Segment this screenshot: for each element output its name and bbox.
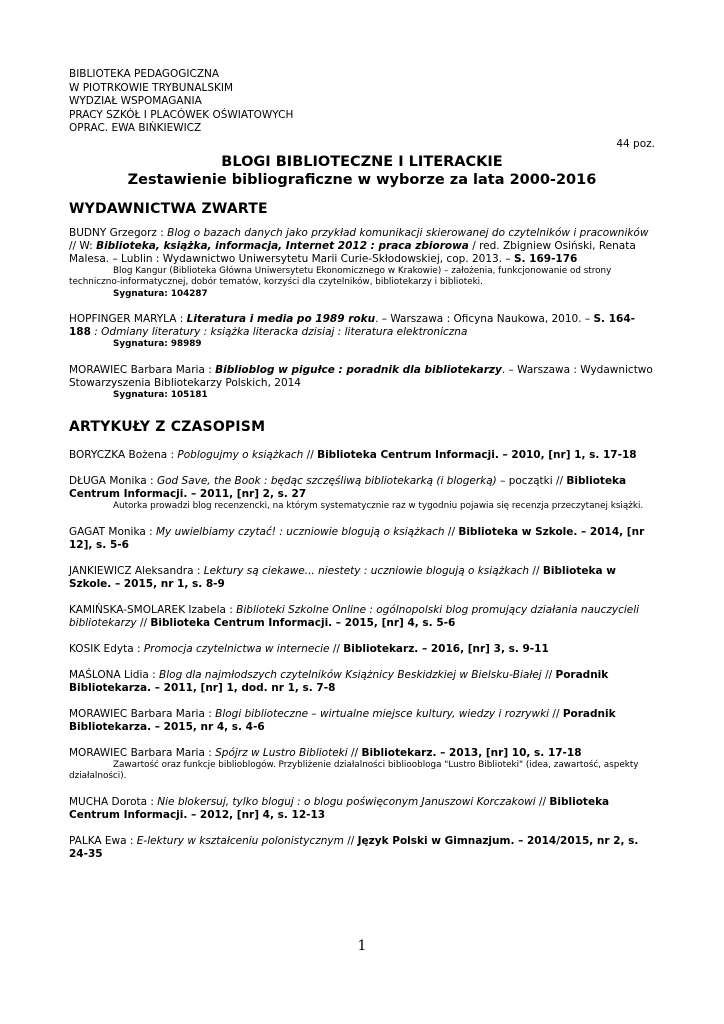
entry-signature: Sygnatura: 104287: [113, 288, 208, 299]
entry-title: Spójrz w Lustro Biblioteki: [215, 746, 348, 759]
entry-source: Poradnik Bibliotekarza. – 2011, [nr] 1, dod. nr 1, s. 7-8: [69, 668, 609, 694]
entry-annotation: Zawartość oraz funkcje biblioblogów. Przybliżenie działalności biblioobloga "Lustro Biblioteki" (idea, zawartość, aspekty działalności).: [69, 759, 639, 781]
book-entry: [69, 313, 655, 351]
article-entry: [69, 604, 655, 630]
entry-separator: //: [136, 616, 151, 629]
entry-author: BUDNY Grzegorz :: [69, 226, 168, 239]
entry-source: Biblioteka Centrum Informacji. – 2010, [nr] 1, s. 17-18: [317, 449, 637, 461]
entry-source: Poradnik Bibliotekarza. – 2015, nr 4, s. 4-6: [69, 707, 616, 733]
entry-citation: [69, 227, 655, 266]
institution-header: [69, 68, 655, 136]
entry-author: JANKIEWICZ Aleksandra :: [69, 564, 204, 577]
entry-source: Biblioteka Centrum Informacji. – 2015, [nr] 4, s. 5-6: [150, 616, 456, 629]
entry-citation: [69, 526, 655, 552]
article-entry: [69, 526, 655, 552]
entry-title: Poblogujmy o książkach: [177, 449, 304, 461]
article-entry: [69, 835, 655, 861]
entry-citation: [69, 708, 655, 734]
entry-citation: [69, 835, 655, 861]
entry-separator: //: [529, 564, 543, 577]
entry-separator: //: [444, 525, 459, 538]
entry-separator: //: [535, 795, 550, 808]
entry-author: KAMIŃSKA-SMOLAREK Izabela :: [69, 603, 237, 616]
entry-author: KOSIK Edyta :: [69, 642, 144, 655]
item-count: 44 poz.: [616, 137, 655, 150]
entry-citation: [69, 475, 655, 501]
entry-title: Blogi biblioteczne – wirtualne miejsce kultury, wiedzy i rozrywki: [215, 707, 550, 720]
article-entry: [69, 669, 655, 695]
entry-pages: S. 164-188: [69, 313, 635, 338]
book-entry: [69, 364, 655, 402]
entry-separator: //: [343, 834, 358, 847]
entry-author: BORYCZKA Bożena :: [69, 449, 178, 461]
entry-title: Literatura i media po 1989 roku: [186, 313, 376, 325]
entry-title: Biblioblog w pigułce : poradnik dla bibliotekarzy: [215, 363, 502, 376]
entry-annotation: Blog Kangur (Biblioteka Główna Uniwersytetu Ekonomicznego w Krakowie) – założenia, funkcjonowanie od strony techniczno-informatycznej, dobór tematów, korzyści dla czytelników, bibliotekarzy i biblioteki.: [69, 265, 612, 287]
entry-source: Biblioteka w Szkole. – 2015, nr 1, s. 8-9: [69, 564, 616, 590]
article-entry: [69, 796, 655, 822]
entry-citation: [69, 643, 655, 656]
book-entry: [69, 227, 655, 301]
entry-annotation: Autorka prowadzi blog recenzencki, na którym systematycznie raz w tygodniu pojawia się recenzja przeczytanej książki.: [113, 501, 644, 511]
entry-source: Bibliotekarz. – 2013, [nr] 10, s. 17-18: [361, 746, 582, 759]
entry-author: DŁUGA Monika :: [69, 475, 157, 487]
entry-separator: // W:: [69, 239, 97, 252]
institution-line: WYDZIAŁ WSPOMAGANIA: [69, 95, 202, 107]
entry-author: MORAWIEC Barbara Maria :: [69, 707, 216, 720]
institution-line: BIBLIOTEKA PEDAGOGICZNA: [69, 68, 220, 80]
entry-publication: / red. Zbigniew Osiński, Renata Malesa. – Lublin : Wydawnictwo Uniwersytetu Marii Curie-Skłodowskiej, cop. 2013. –: [69, 239, 636, 265]
entry-title: My uwielbiamy czytać! : uczniowie blogują o książkach: [156, 525, 445, 538]
entry-author: PALKA Ewa :: [69, 834, 137, 847]
entry-title: God Save, the Book : będąc szczęśliwą bibliotekarką (i blogerką): [156, 475, 497, 487]
compiler-line: OPRAC. EWA BIŃKIEWICZ: [69, 122, 202, 134]
entry-citation: [69, 747, 655, 760]
entry-title: Nie blokersuj, tylko bloguj : o blogu poświęconym Januszowi Korczakowi: [157, 795, 536, 808]
entry-title: Promocja czytelnictwa w internecie: [143, 642, 330, 655]
page-number: 1: [357, 938, 367, 954]
section-heading-books: WYDAWNICTWA ZWARTE: [69, 200, 268, 217]
entry-source: Biblioteka w Szkole. – 2014, [nr 12], s. 5-6: [69, 525, 645, 551]
entry-pages: S. 169-176: [513, 252, 578, 265]
entry-author: MAŚLONA Lidia :: [69, 668, 160, 681]
entry-citation: [69, 364, 655, 390]
entry-publication: . – Warszawa : Wydawnictwo Stowarzyszenia Bibliotekarzy Polskich, 2014: [69, 363, 653, 389]
entry-author: HOPFINGER MARYLA :: [69, 313, 187, 325]
entry-separator: //: [347, 746, 362, 759]
entry-title: Blog o bazach danych jako przykład komunikacji skierowanej do czytelników i pracowników: [167, 226, 649, 239]
entry-separator: //: [549, 707, 563, 720]
entry-citation: [69, 604, 655, 630]
entry-author: GAGAT Monika :: [69, 525, 156, 538]
entry-signature: Sygnatura: 105181: [113, 389, 208, 400]
article-entry: [69, 565, 655, 591]
article-entry: [69, 475, 655, 513]
document-page: [69, 68, 655, 874]
entry-separator: //: [329, 642, 344, 655]
article-entry: [69, 747, 655, 783]
article-entry: [69, 643, 655, 656]
entry-source: Język Polski w Gimnazjum. – 2014/2015, nr 2, s. 24-35: [69, 834, 639, 860]
entry-citation: [69, 313, 655, 339]
entry-chapter: : Odmiany literatury : książka literacka dzisiaj : literatura elektroniczna: [90, 326, 468, 338]
entry-source: Biblioteka Centrum Informacji. – 2012, [nr] 4, s. 12-13: [69, 795, 610, 821]
entry-citation: [69, 449, 655, 462]
entry-separator: //: [541, 668, 556, 681]
document-title: BLOGI BIBLIOTECZNE I LITERACKIE: [221, 153, 503, 170]
entry-source: Bibliotekarz. – 2016, [nr] 3, s. 9-11: [343, 642, 549, 655]
entry-source: Biblioteka, książka, informacja, Internet 2012 : praca zbiorowa: [96, 239, 469, 252]
entry-title: Biblioteki Szkolne Online : ogólnopolski blog promujący działania nauczycieli bibliotekarzy: [69, 603, 640, 629]
entry-citation: [69, 669, 655, 695]
entry-publication: . – Warszawa : Oficyna Naukowa, 2010. –: [375, 313, 594, 325]
entry-citation: [69, 565, 655, 591]
entry-author: MORAWIEC Barbara Maria :: [69, 363, 216, 376]
institution-line: W PIOTRKOWIE TRYBUNALSKIM: [69, 81, 234, 94]
institution-line: PRACY SZKÓŁ I PLACÓWEK OŚWIATOWYCH: [69, 108, 294, 121]
entry-separator: – początki //: [496, 475, 567, 487]
entry-author: MUCHA Dorota :: [69, 795, 158, 808]
entry-author: MORAWIEC Barbara Maria :: [69, 746, 216, 759]
entry-title: Blog dla najmłodszych czytelników Książnicy Beskidzkiej w Bielsku-Białej: [159, 668, 542, 681]
section-heading-articles: ARTYKUŁY Z CZASOPISM: [69, 419, 266, 435]
entry-source: Biblioteka Centrum Informacji. – 2011, [nr] 2, s. 27: [69, 475, 627, 500]
entry-citation: [69, 796, 655, 822]
article-entry: [69, 449, 655, 462]
article-entry: [69, 708, 655, 734]
entry-separator: //: [303, 449, 318, 461]
entry-title: Lektury są ciekawe... niestety : uczniowie blogują o książkach: [203, 564, 530, 577]
entry-signature: Sygnatura: 98989: [113, 339, 202, 349]
document-subtitle: Zestawienie bibliograficzne w wyborze za lata 2000-2016: [127, 171, 597, 188]
entry-title: E-lektury w kształceniu polonistycznym: [136, 834, 344, 847]
